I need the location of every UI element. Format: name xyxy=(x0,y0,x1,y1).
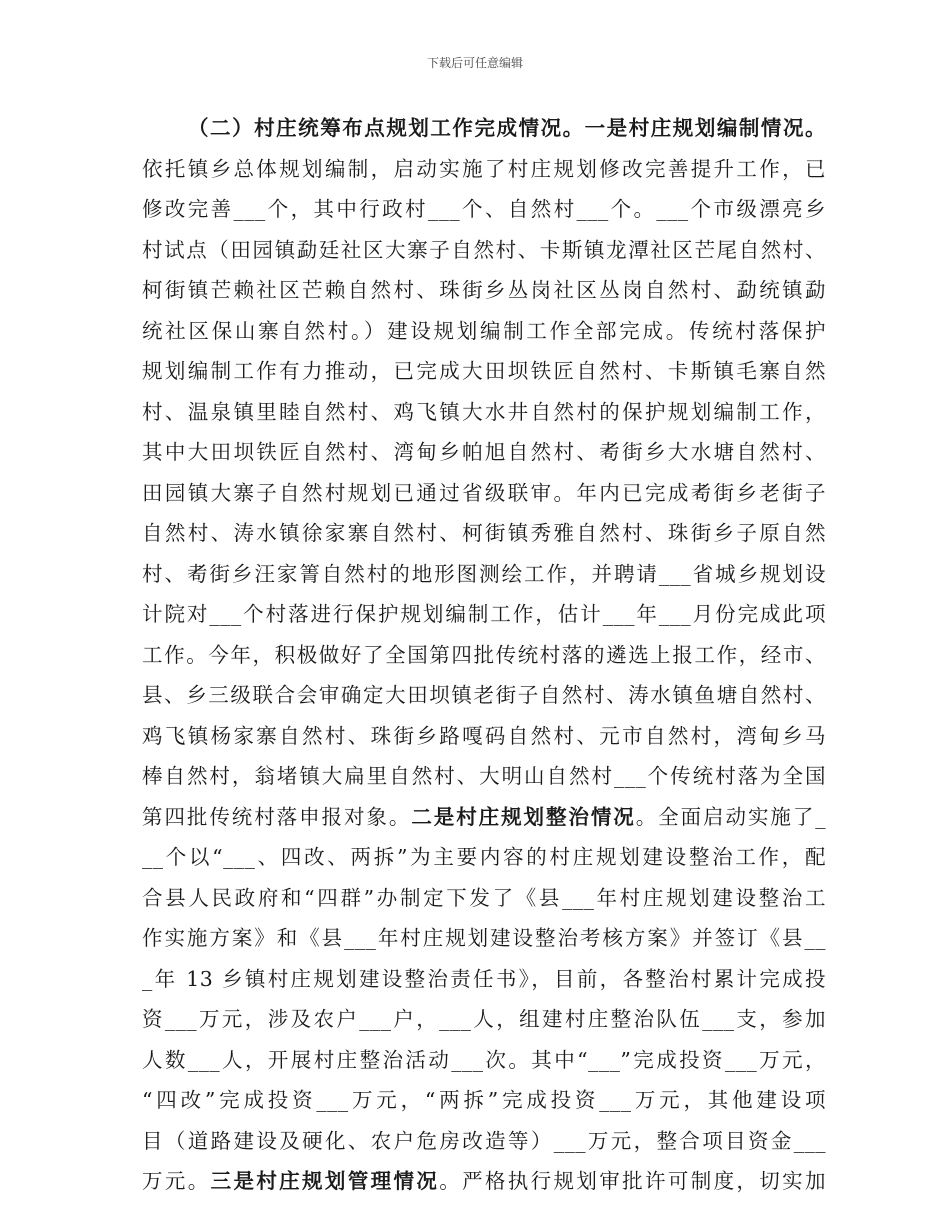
text-segment: 工作。今年，积极做好了全国第四批传统村落的遴选上报工作，经市、 xyxy=(142,642,826,667)
text-segment: 柯街镇芒赖社区芒赖自然村、珠街乡丛岗社区丛岗自然村、勐统镇勐 xyxy=(142,278,826,302)
text-line xyxy=(142,1121,826,1162)
text-line xyxy=(142,473,826,514)
text-segment: 第四批传统村落申报对象。 xyxy=(142,804,412,829)
text-segment: __个以“___、四改、两拆”为主要内容的村庄规划建设整治工作，配 xyxy=(142,845,826,869)
text-line xyxy=(142,797,826,838)
text-line xyxy=(142,554,826,595)
text-line xyxy=(142,311,826,352)
bold-heading-segment: （二）村庄统筹布点规划工作完成情况。一是村庄规划编制情况。 xyxy=(188,116,826,140)
text-segment: 作实施方案》和《县___年村庄规划建设整治考核方案》并签订《县__ xyxy=(142,926,826,950)
text-segment: _年 13 乡镇村庄规划建设整治责任书》，目前，各整治村累计完成投 xyxy=(142,966,826,991)
text-segment: 村试点（田园镇勐廷社区大寨子自然村、卡斯镇龙潭社区芒尾自然村、 xyxy=(142,237,826,262)
text-line xyxy=(142,392,826,433)
text-line xyxy=(142,959,826,1000)
text-line xyxy=(142,756,826,797)
text-segment: “四改”完成投资___万元，“两拆”完成投资___万元，其他建设项 xyxy=(142,1088,826,1112)
text-line xyxy=(142,635,826,676)
text-line xyxy=(142,351,826,392)
text-line xyxy=(142,513,826,554)
text-segment: 修改完善___个，其中行政村___个、自然村___个。___个市级漂亮乡 xyxy=(142,197,826,221)
text-segment: 。严格执行规划审批许可制度，切实加 xyxy=(439,1169,827,1193)
text-line xyxy=(142,716,826,757)
text-segment: 资___万元，涉及农户___户，___人，组建村庄整治队伍___支，参加 xyxy=(142,1007,826,1031)
text-line xyxy=(142,1161,826,1202)
text-segment: 。全面启动实施了_ xyxy=(635,804,827,829)
text-segment: 计院对___个村落进行保护规划编制工作，估计___年___月份完成此项 xyxy=(142,602,826,626)
text-line xyxy=(142,837,826,878)
text-segment: 依托镇乡总体规划编制，启动实施了村庄规划修改完善提升工作，已 xyxy=(142,156,826,181)
text-line xyxy=(142,878,826,919)
text-segment: 合县人民政府和“四群”办制定下发了《县___年村庄规划建设整治工 xyxy=(142,885,826,910)
text-segment: 人数___人，开展村庄整治活动___次。其中“___”完成投资___万元， xyxy=(142,1047,826,1072)
text-segment: 万元。 xyxy=(142,1169,211,1193)
text-line xyxy=(142,108,826,149)
text-line xyxy=(142,999,826,1040)
text-line xyxy=(142,149,826,190)
text-segment: 棒自然村，翁堵镇大扁里自然村、大明山自然村___个传统村落为全国 xyxy=(142,764,826,788)
text-segment: 村、温泉镇里睦自然村、鸡飞镇大水井自然村的保护规划编制工作， xyxy=(142,399,826,424)
text-line xyxy=(142,1080,826,1121)
text-segment: 村、耇街乡汪家箐自然村的地形图测绘工作，并聘请___省城乡规划设 xyxy=(142,561,826,586)
text-segment: 其中大田坝铁匠自然村、湾甸乡帕旭自然村、耇街乡大水塘自然村、 xyxy=(142,440,826,464)
text-line xyxy=(142,675,826,716)
text-line xyxy=(142,270,826,311)
text-segment: 规划编制工作有力推动，已完成大田坝铁匠自然村、卡斯镇毛寨自然 xyxy=(142,359,826,383)
bold-heading-segment: 二是村庄规划整治情况 xyxy=(411,804,636,829)
page-header: 下载后可任意编辑 xyxy=(426,56,523,70)
text-line xyxy=(142,230,826,271)
text-segment: 鸡飞镇杨家寨自然村、珠街乡路嘎码自然村、元市自然村，湾甸乡马 xyxy=(142,723,826,748)
text-segment: 统社区保山寨自然村。）建设规划编制工作全部完成。传统村落保护 xyxy=(142,318,826,343)
text-line xyxy=(142,432,826,473)
text-segment: 县、乡三级联合会审确定大田坝镇老街子自然村、涛水镇鱼塘自然村、 xyxy=(142,683,826,707)
text-segment: 田园镇大寨子自然村规划已通过省级联审。年内已完成耇街乡老街子 xyxy=(142,480,826,505)
text-line xyxy=(142,594,826,635)
text-line xyxy=(142,918,826,959)
text-segment: 自然村、涛水镇徐家寨自然村、柯街镇秀雅自然村、珠街乡子原自然 xyxy=(142,521,826,545)
document-body xyxy=(142,108,826,1202)
bold-heading-segment: 三是村庄规划管理情况 xyxy=(210,1169,440,1193)
text-segment: 目（道路建设及硬化、农户危房改造等）___万元，整合项目资金___ xyxy=(142,1128,826,1153)
text-line xyxy=(142,189,826,230)
text-line xyxy=(142,1040,826,1081)
